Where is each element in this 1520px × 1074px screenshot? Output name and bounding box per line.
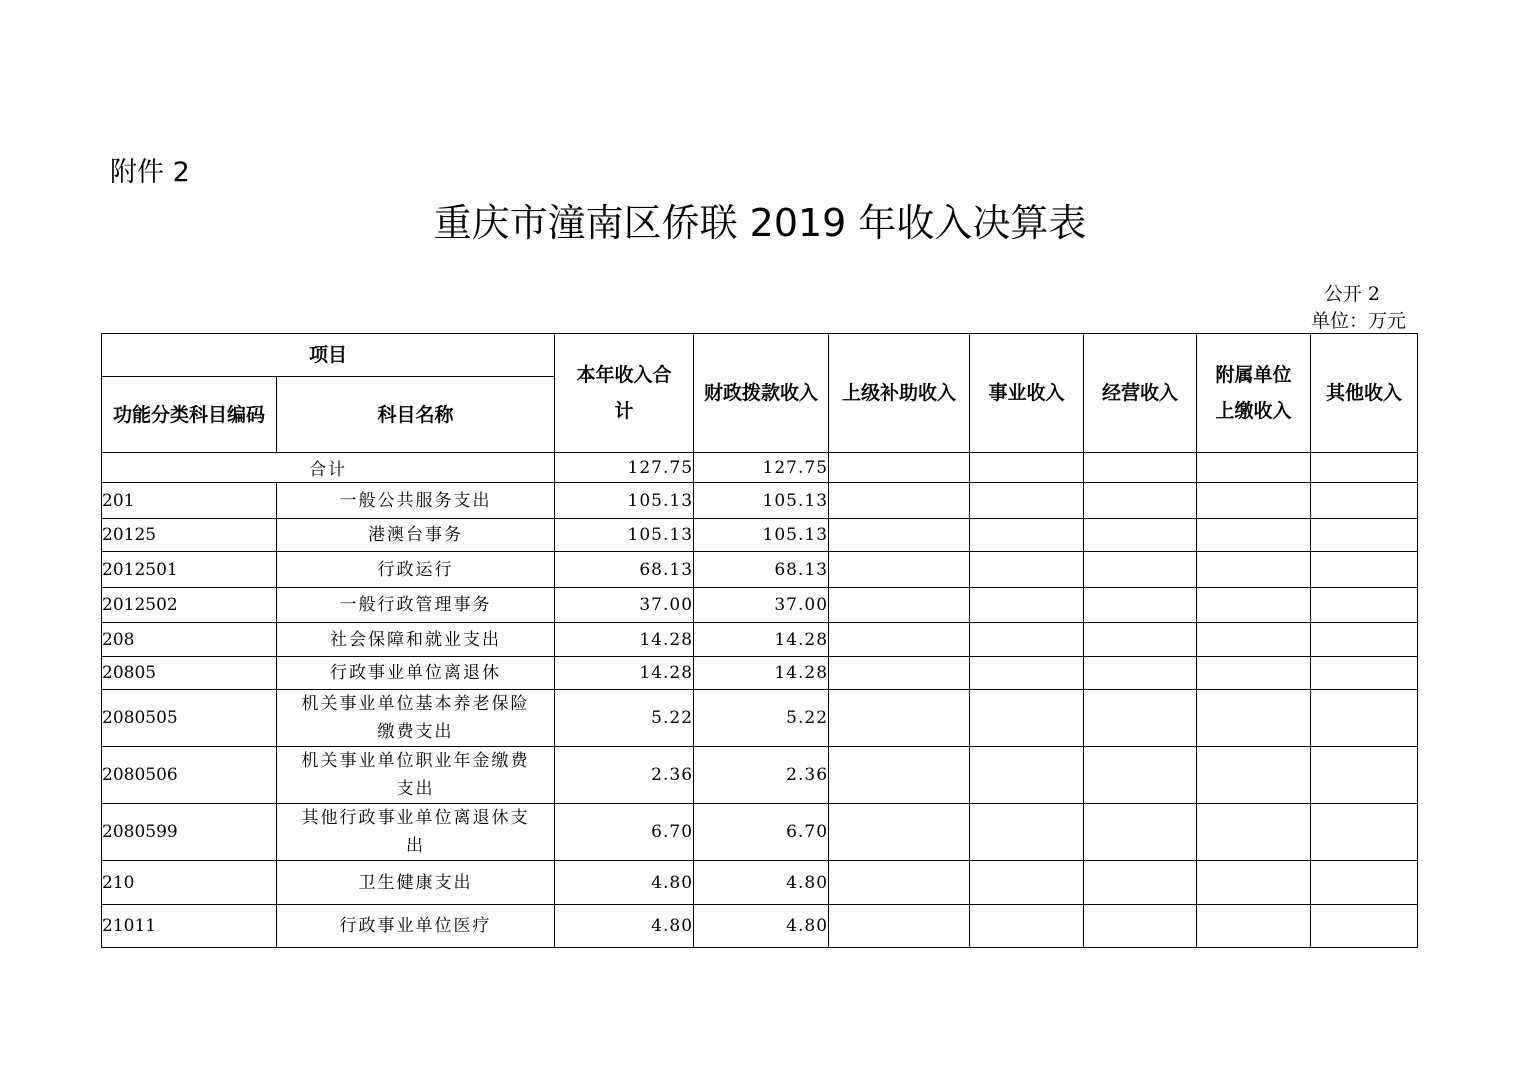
empty-cell bbox=[829, 861, 970, 905]
empty-cell bbox=[829, 804, 970, 861]
empty-cell bbox=[1197, 905, 1311, 948]
header-affiliated-income-text: 附属单位上缴收入 bbox=[1215, 364, 1292, 422]
empty-cell bbox=[1084, 552, 1197, 588]
row-total: 37.00 bbox=[555, 588, 694, 623]
empty-cell bbox=[1311, 905, 1418, 948]
row-name bbox=[277, 804, 555, 861]
row-fiscal: 14.28 bbox=[694, 623, 829, 657]
table-row bbox=[102, 623, 1418, 657]
empty-cell bbox=[1197, 804, 1311, 861]
empty-cell bbox=[1311, 861, 1418, 905]
table-row bbox=[102, 519, 1418, 552]
row-fiscal: 14.28 bbox=[694, 657, 829, 690]
row-code: 208 bbox=[102, 623, 277, 657]
empty-cell bbox=[1197, 588, 1311, 623]
empty-cell bbox=[829, 747, 970, 804]
header-total-income-text: 本年收入合计 bbox=[576, 364, 672, 422]
row-total: 105.13 bbox=[555, 519, 694, 552]
empty-cell bbox=[970, 861, 1084, 905]
empty-cell bbox=[1197, 657, 1311, 690]
empty-cell bbox=[1311, 747, 1418, 804]
empty-cell bbox=[1197, 453, 1311, 483]
empty-cell bbox=[1084, 657, 1197, 690]
empty-cell bbox=[829, 657, 970, 690]
row-name: 卫生健康支出 bbox=[277, 861, 555, 905]
empty-cell bbox=[970, 657, 1084, 690]
empty-cell bbox=[1311, 519, 1418, 552]
table-row bbox=[102, 804, 1418, 861]
header-func-code-text: 功能分类科目编码 bbox=[112, 403, 265, 426]
row-code: 20805 bbox=[102, 657, 277, 690]
empty-cell bbox=[829, 483, 970, 519]
row-fiscal: 4.80 bbox=[694, 861, 829, 905]
row-total: 68.13 bbox=[555, 552, 694, 588]
row-fiscal: 4.80 bbox=[694, 905, 829, 948]
table-row bbox=[102, 483, 1418, 519]
header-total-income bbox=[555, 334, 694, 453]
row-name bbox=[277, 747, 555, 804]
row-total: 4.80 bbox=[555, 861, 694, 905]
row-fiscal: 37.00 bbox=[694, 588, 829, 623]
empty-cell bbox=[829, 588, 970, 623]
empty-cell bbox=[829, 905, 970, 948]
table-row bbox=[102, 861, 1418, 905]
row-total: 14.28 bbox=[555, 657, 694, 690]
empty-cell bbox=[1084, 588, 1197, 623]
empty-cell bbox=[829, 519, 970, 552]
header-project: 项目 bbox=[102, 334, 555, 377]
empty-cell bbox=[1311, 588, 1418, 623]
empty-cell bbox=[1311, 690, 1418, 747]
empty-cell bbox=[1084, 861, 1197, 905]
row-fiscal: 105.13 bbox=[694, 483, 829, 519]
row-total: 2.36 bbox=[555, 747, 694, 804]
header-other-income bbox=[1311, 334, 1418, 453]
row-code: 210 bbox=[102, 861, 277, 905]
empty-cell bbox=[970, 519, 1084, 552]
row-code: 2080599 bbox=[102, 804, 277, 861]
empty-cell bbox=[829, 453, 970, 483]
empty-cell bbox=[1197, 483, 1311, 519]
header-subject-name: 科目名称 bbox=[277, 377, 555, 453]
unit-label: 单位：万元 bbox=[1310, 310, 1406, 332]
empty-cell bbox=[970, 804, 1084, 861]
table-row bbox=[102, 905, 1418, 948]
empty-cell bbox=[1197, 519, 1311, 552]
row-code: 2080505 bbox=[102, 690, 277, 747]
empty-cell bbox=[1311, 623, 1418, 657]
header-func-code bbox=[102, 377, 277, 453]
row-name: 一般行政管理事务 bbox=[277, 588, 555, 623]
empty-cell bbox=[1084, 519, 1197, 552]
row-code: 2012501 bbox=[102, 552, 277, 588]
empty-cell bbox=[829, 552, 970, 588]
empty-cell bbox=[1084, 804, 1197, 861]
row-code: 201 bbox=[102, 483, 277, 519]
income-table bbox=[101, 333, 1418, 948]
empty-cell bbox=[970, 588, 1084, 623]
row-total: 5.22 bbox=[555, 690, 694, 747]
header-other-income-text: 其他收入 bbox=[1326, 382, 1403, 404]
header-superior-subsidy-text: 上级补助收入 bbox=[842, 382, 957, 404]
empty-cell bbox=[1311, 453, 1418, 483]
table-row bbox=[102, 747, 1418, 804]
empty-cell bbox=[970, 747, 1084, 804]
empty-cell bbox=[1197, 552, 1311, 588]
table-row bbox=[102, 588, 1418, 623]
table-row bbox=[102, 690, 1418, 747]
table-reference: 公开 2 bbox=[1323, 283, 1380, 305]
empty-cell bbox=[970, 483, 1084, 519]
row-fiscal: 105.13 bbox=[694, 519, 829, 552]
row-name: 港澳台事务 bbox=[277, 519, 555, 552]
empty-cell bbox=[1197, 747, 1311, 804]
total-label: 合计 bbox=[102, 453, 555, 483]
row-name: 行政事业单位医疗 bbox=[277, 905, 555, 948]
empty-cell bbox=[970, 690, 1084, 747]
attachment-label: 附件 2 bbox=[110, 157, 190, 188]
empty-cell bbox=[1197, 623, 1311, 657]
table-row bbox=[102, 657, 1418, 690]
empty-cell bbox=[1311, 804, 1418, 861]
empty-cell bbox=[970, 905, 1084, 948]
empty-cell bbox=[829, 623, 970, 657]
row-fiscal: 6.70 bbox=[694, 804, 829, 861]
document-title: 重庆市潼南区侨联 2019 年收入决算表 bbox=[433, 201, 1087, 245]
empty-cell bbox=[1311, 483, 1418, 519]
empty-cell bbox=[1084, 623, 1197, 657]
row-name-text: 机关事业单位基本养老保险缴费支出 bbox=[301, 694, 530, 742]
row-name: 行政事业单位离退休 bbox=[277, 657, 555, 690]
row-name: 一般公共服务支出 bbox=[277, 483, 555, 519]
row-fiscal: 5.22 bbox=[694, 690, 829, 747]
empty-cell bbox=[829, 690, 970, 747]
row-code: 20125 bbox=[102, 519, 277, 552]
row-name: 社会保障和就业支出 bbox=[277, 623, 555, 657]
row-fiscal: 2.36 bbox=[694, 747, 829, 804]
empty-cell bbox=[970, 552, 1084, 588]
row-code: 2080506 bbox=[102, 747, 277, 804]
row-total: 4.80 bbox=[555, 905, 694, 948]
row-code: 21011 bbox=[102, 905, 277, 948]
table-row bbox=[102, 552, 1418, 588]
row-name-text: 机关事业单位职业年金缴费支出 bbox=[301, 751, 530, 799]
header-fiscal-income bbox=[694, 334, 829, 453]
empty-cell bbox=[1084, 905, 1197, 948]
row-total: 14.28 bbox=[555, 623, 694, 657]
header-operating-income: 经营收入 bbox=[1084, 334, 1197, 453]
empty-cell bbox=[1084, 747, 1197, 804]
row-name bbox=[277, 690, 555, 747]
header-superior-subsidy bbox=[829, 334, 970, 453]
empty-cell bbox=[1311, 657, 1418, 690]
row-code: 2012502 bbox=[102, 588, 277, 623]
header-affiliated-income bbox=[1197, 334, 1311, 453]
total-income-value: 127.75 bbox=[555, 453, 694, 483]
row-name: 行政运行 bbox=[277, 552, 555, 588]
row-fiscal: 68.13 bbox=[694, 552, 829, 588]
row-name-text: 其他行政事业单位离退休支出 bbox=[301, 808, 530, 856]
empty-cell bbox=[1084, 483, 1197, 519]
empty-cell bbox=[1084, 690, 1197, 747]
header-fiscal-income-text: 财政拨款收入 bbox=[704, 382, 819, 404]
empty-cell bbox=[970, 453, 1084, 483]
empty-cell bbox=[1197, 690, 1311, 747]
empty-cell bbox=[1197, 861, 1311, 905]
total-fiscal-value: 127.75 bbox=[694, 453, 829, 483]
empty-cell bbox=[1311, 552, 1418, 588]
row-total: 105.13 bbox=[555, 483, 694, 519]
header-business-income: 事业收入 bbox=[970, 334, 1084, 453]
row-total: 6.70 bbox=[555, 804, 694, 861]
table-row-total bbox=[102, 453, 1418, 483]
empty-cell bbox=[970, 623, 1084, 657]
empty-cell bbox=[1084, 453, 1197, 483]
